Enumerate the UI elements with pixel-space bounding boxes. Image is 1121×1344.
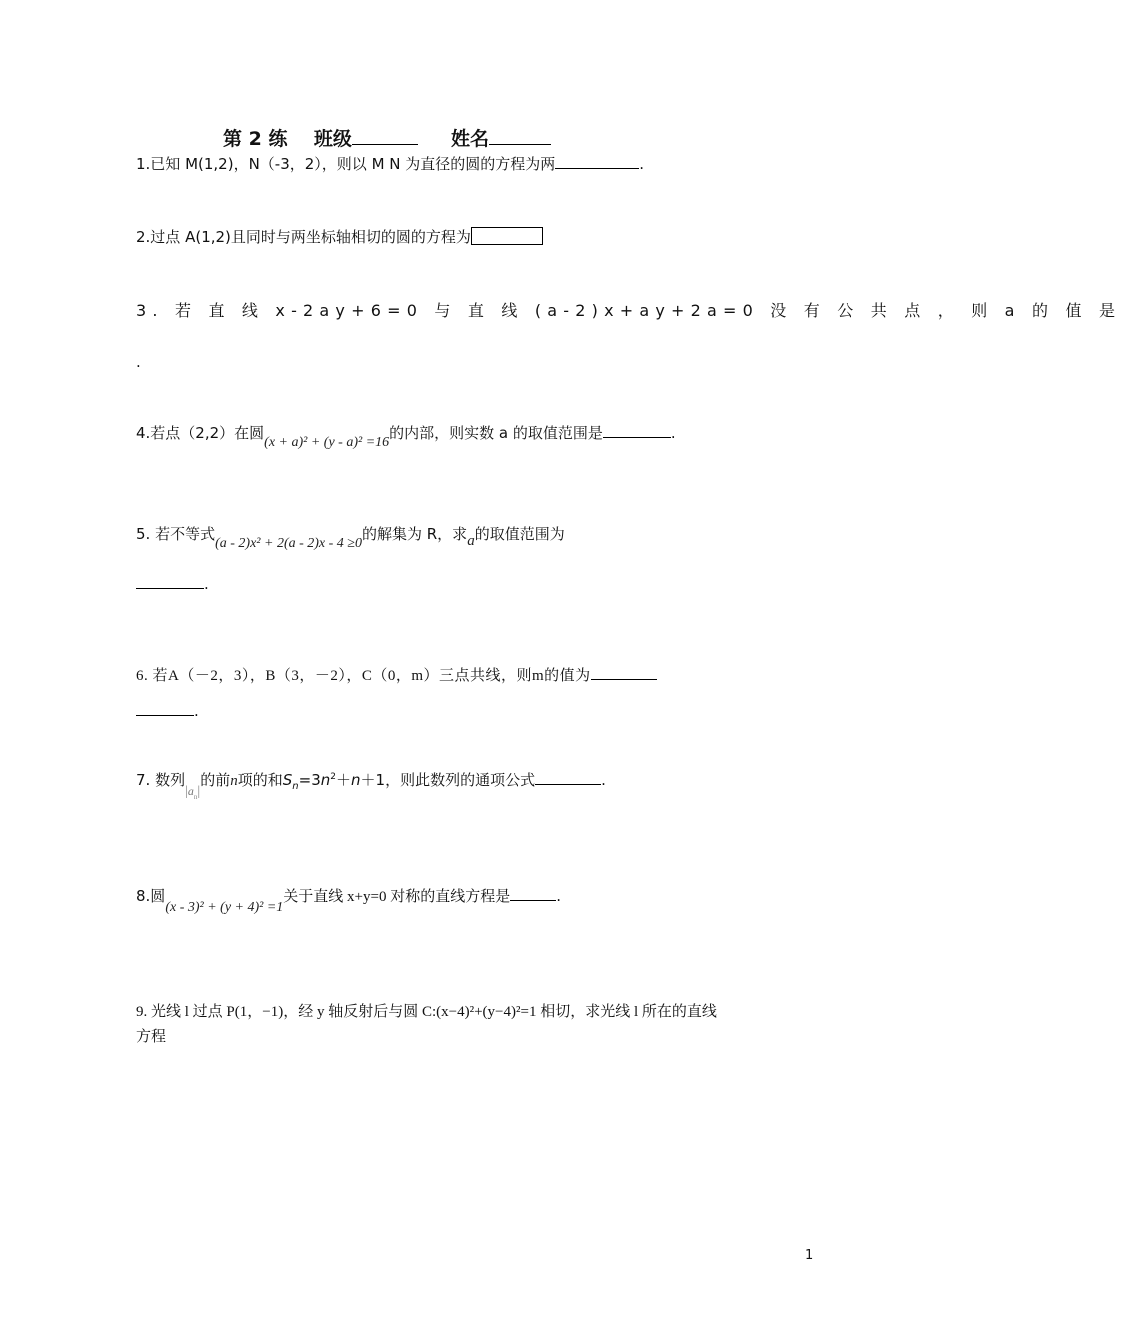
class-blank[interactable] [352, 128, 418, 145]
name-blank[interactable] [489, 128, 551, 145]
question-6-blank-line: . [136, 701, 199, 721]
answer-blank-5[interactable] [136, 574, 204, 589]
lesson-label: 第 2 练 [223, 128, 288, 150]
page-title [223, 124, 551, 151]
answer-blank-7[interactable] [535, 770, 601, 785]
sequence-notation: $|a_n|$ [185, 784, 201, 801]
answer-blank-6a[interactable] [591, 665, 657, 680]
question-5: 5. 若不等式(a - 2)x² + 2(a - 2)x - 4 ≥0的解集为 R，求a的取值范围为 [136, 524, 565, 554]
answer-box-2[interactable] [471, 227, 543, 245]
question-9: 9. 光线 l 过点 P(1，−1)，经 y 轴反射后与圆 C:(x−4)²+(y−4)²=1 相切，求光线 l 所在的直线 [136, 1004, 717, 1020]
answer-blank-4[interactable] [603, 423, 671, 438]
question-9-line2: 方程 [136, 1029, 167, 1045]
question-2: 2.过点 A(1,2)且同时与两坐标轴相切的圆的方程为 [136, 227, 543, 247]
inequality-5: (a - 2)x² + 2(a - 2)x - 4 ≥0 [215, 536, 362, 551]
question-1: 1.已知 M(1,2)，N（-3，2），则以 M N 为直径的圆的方程为两 . [136, 155, 645, 173]
class-label: 班级 [313, 128, 352, 150]
question-4: 4.若点（2,2）在圆(x + a)² + (y - a)² =16的内部，则实数 a 的取值范围是 . [136, 423, 676, 453]
name-label: 姓名 [451, 128, 490, 150]
question-8: 8.圆(x - 3)² + (y + 4)² =1关于直线 x+y=0 对称的直线方程是 . [136, 886, 561, 918]
question-6: 6. 若A（－2，3），B（3，－2），C（0，m）三点共线，则m的值为 [136, 665, 657, 686]
question-3: 3. 若 直 线 x-2ay+6=0 与 直 线 (a-2)x+ay+2a=0 没 有 公 共 点 ， 则 a 的 值 是 [136, 301, 1121, 320]
answer-blank-6b[interactable] [136, 701, 194, 716]
variable-a: a [467, 533, 475, 549]
page-number: 1 [805, 1248, 814, 1263]
question-7: 7. 数列$|a_n|$的前n项的和$S_n=3n^2+n+1$，则此数列的通项公式 . [136, 771, 606, 801]
question-3-end: . [136, 353, 141, 371]
question-5-blank-line: . [136, 574, 209, 594]
answer-blank-1[interactable] [555, 154, 639, 169]
circle-equation-8: (x - 3)² + (y + 4)² =1 [165, 900, 284, 915]
circle-equation-4: (x + a)² + (y - a)² =16 [264, 435, 390, 450]
answer-blank-8[interactable] [510, 886, 556, 901]
